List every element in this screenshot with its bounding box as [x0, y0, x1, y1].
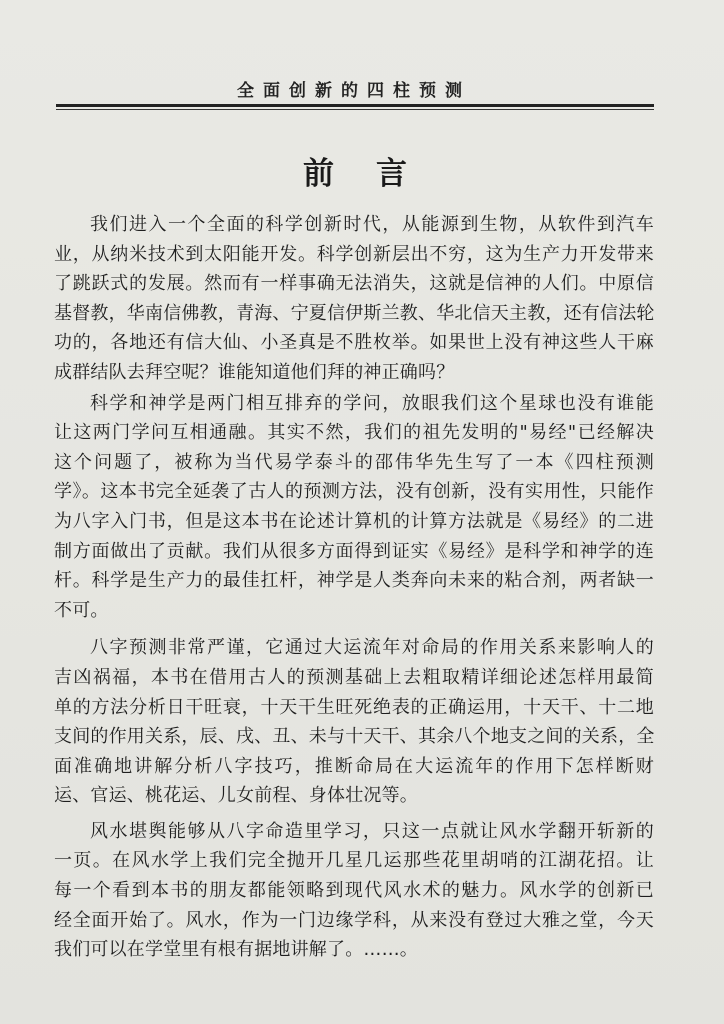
text-line: 我们可以在学堂里有根有据地讲解了。……。	[54, 939, 418, 961]
paragraph-2	[54, 389, 654, 626]
text-line: 学》。这本书完全延袭了古人的预测方法，没有创新，没有实用性，只能作	[54, 481, 654, 503]
text-line: 了跳跃式的发展。然而有一样事确无法消失，这就是信神的人们。中原信	[54, 273, 654, 295]
text-line: 面准确地讲解分析八字技巧，推断命局在大运流年的作用下怎样断财	[54, 755, 654, 777]
page-title: 前言	[303, 156, 449, 192]
text-line: 我们进入一个全面的科学创新时代，从能源到生物，从软件到汽车	[90, 214, 654, 235]
text-line: 运、官运、桃花运、儿女前程、身体壮况等。	[54, 785, 418, 807]
text-line: 为八字入门书，但是这本书在论述计算机的计算方法就是《易经》的二进	[54, 510, 654, 532]
text-line: 每一个看到本书的朋友都能领略到现代风水术的魅力。风水学的创新已	[54, 880, 654, 902]
header-rule-thick	[56, 104, 654, 107]
text-line: 这个问题了，被称为当代易学泰斗的邵伟华先生写了一本《四柱预测	[54, 451, 654, 473]
text-line: 八字预测非常严谨，它通过大运流年对命局的作用关系来影响人的	[90, 637, 654, 659]
header-rule-thin	[56, 109, 654, 110]
paragraph-4	[54, 817, 654, 965]
paragraph-3	[54, 633, 654, 811]
running-header: 全面创新的四柱预测	[237, 81, 471, 101]
body-text	[54, 210, 654, 965]
text-line: 让这两门学问互相通融。其实不然，我们的祖先发明的"易经"已经解决	[54, 422, 654, 444]
text-line: 功的，各地还有信大仙、小圣真是不胜枚举。如果世上没有神这些人干麻	[54, 332, 654, 354]
text-line: 业，从纳米技术到太阳能开发。科学创新层出不穷，这为生产力开发带来	[54, 243, 654, 265]
text-line: 不可。	[54, 599, 109, 621]
text-line: 杆。科学是生产力的最佳扛杆，神学是人类奔向未来的粘合剂，两者缺一	[54, 570, 654, 592]
paragraph-1	[54, 210, 654, 388]
text-line: 支间的作用关系，辰、戌、丑、未与十天干、其余八个地支之间的关系，全	[54, 726, 655, 748]
text-line: 一页。在风水学上我们完全抛开几星几运那些花里胡哨的江湖花招。让	[54, 850, 654, 872]
text-line: 经全面开始了。风水，作为一门边缘学科，从来没有登过大雅之堂，今天	[54, 909, 654, 931]
text-line: 吉凶祸福，本书在借用古人的预测基础上去粗取精详细论述怎样用最简	[54, 666, 654, 688]
text-line: 基督教，华南信佛教，青海、宁夏信伊斯兰教、华北信天主教，还有信法轮	[54, 302, 655, 324]
text-line: 制方面做出了贡献。我们从很多方面得到证实《易经》是科学和神学的连	[54, 540, 654, 562]
text-line: 单的方法分析日干旺衰，十天干生旺死绝表的正确运用，十天干、十二地	[54, 696, 654, 718]
text-line: 风水堪舆能够从八字命造里学习，只这一点就让风水学翻开斩新的	[90, 820, 654, 842]
text-line: 成群结队去拜空呢？谁能知道他们拜的神正确吗？	[54, 361, 455, 383]
text-line: 科学和神学是两门相互排弃的学问，放眼我们这个星球也没有谁能	[90, 392, 654, 414]
